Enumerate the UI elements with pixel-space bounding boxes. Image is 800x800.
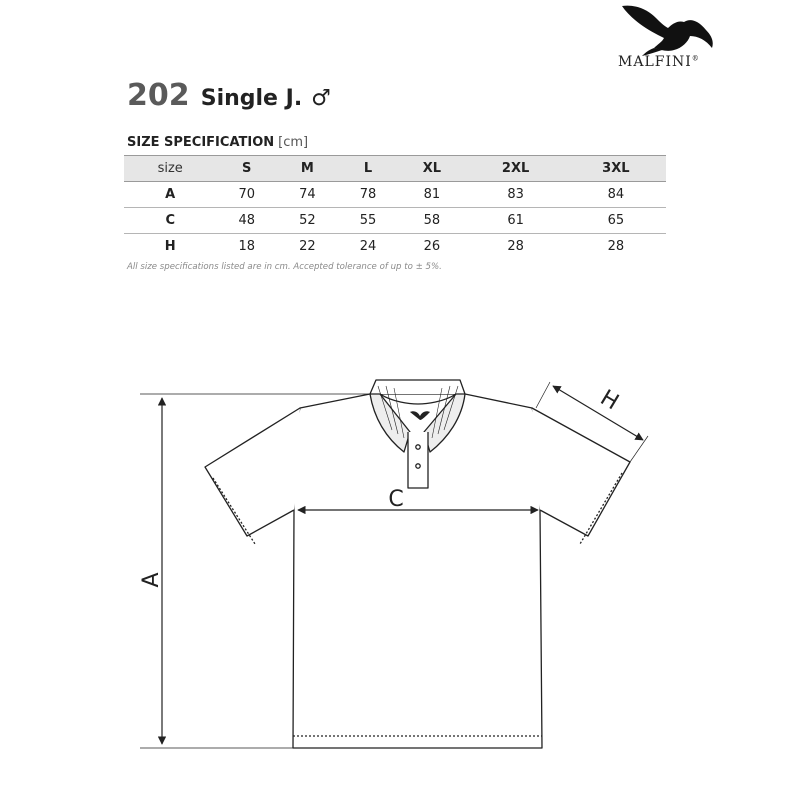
male-gender-icon: ♂ bbox=[311, 86, 332, 111]
table-cell: 84 bbox=[566, 182, 666, 208]
row-label: A bbox=[124, 182, 216, 208]
table-cell: 22 bbox=[299, 239, 316, 254]
header-cell: 3XL bbox=[566, 156, 666, 182]
product-title bbox=[127, 78, 331, 113]
table-cell: 52 bbox=[277, 208, 338, 234]
table-cell: 65 bbox=[566, 208, 666, 234]
product-model: 202 bbox=[127, 78, 190, 113]
row-label: H bbox=[164, 239, 176, 254]
table-cell: 78 bbox=[338, 182, 399, 208]
table-cell: 48 bbox=[216, 208, 277, 234]
header-cell: size bbox=[124, 156, 216, 182]
size-spec-heading bbox=[127, 135, 308, 150]
table-cell: 81 bbox=[398, 182, 465, 208]
table-cell: 70 bbox=[216, 182, 277, 208]
header-cell: 2XL bbox=[465, 156, 565, 182]
table-cell: 18 bbox=[238, 239, 256, 254]
size-spec-unit: [cm] bbox=[278, 135, 309, 150]
brand-wordmark: MALFINI bbox=[618, 54, 692, 70]
table-cell: 83 bbox=[465, 182, 565, 208]
measure-label-c: C bbox=[388, 487, 404, 512]
table-cell: 61 bbox=[465, 208, 565, 234]
header-cell: L bbox=[338, 156, 399, 182]
measurement-diagram bbox=[0, 360, 800, 780]
brand-name bbox=[618, 54, 728, 70]
size-table-header bbox=[124, 156, 666, 182]
header-cell: XL bbox=[398, 156, 465, 182]
header-cell: S bbox=[216, 156, 277, 182]
table-cell: 28 bbox=[507, 239, 524, 254]
size-table bbox=[124, 155, 666, 259]
tolerance-note: All size specifications listed are in cm. Accepted tolerance of up to ± 5%. bbox=[127, 262, 442, 272]
table-row bbox=[124, 182, 666, 208]
measure-label-a: A bbox=[139, 572, 164, 588]
table-row bbox=[124, 234, 666, 260]
table-cell: 58 bbox=[398, 208, 465, 234]
header-cell: M bbox=[277, 156, 338, 182]
table-cell: 26 bbox=[423, 239, 441, 254]
trademark-mark: ® bbox=[691, 54, 700, 63]
table-cell: 55 bbox=[338, 208, 399, 234]
table-cell: 28 bbox=[607, 239, 625, 254]
polo-shirt-icon bbox=[0, 360, 800, 780]
size-spec-heading-text: SIZE SPECIFICATION bbox=[127, 135, 275, 150]
table-row bbox=[124, 208, 666, 234]
measure-label-h: H bbox=[595, 385, 623, 416]
table-cell: 74 bbox=[277, 182, 338, 208]
product-name: Single J. bbox=[200, 86, 303, 111]
table-cell: 24 bbox=[359, 239, 377, 254]
row-label: C bbox=[124, 208, 216, 234]
